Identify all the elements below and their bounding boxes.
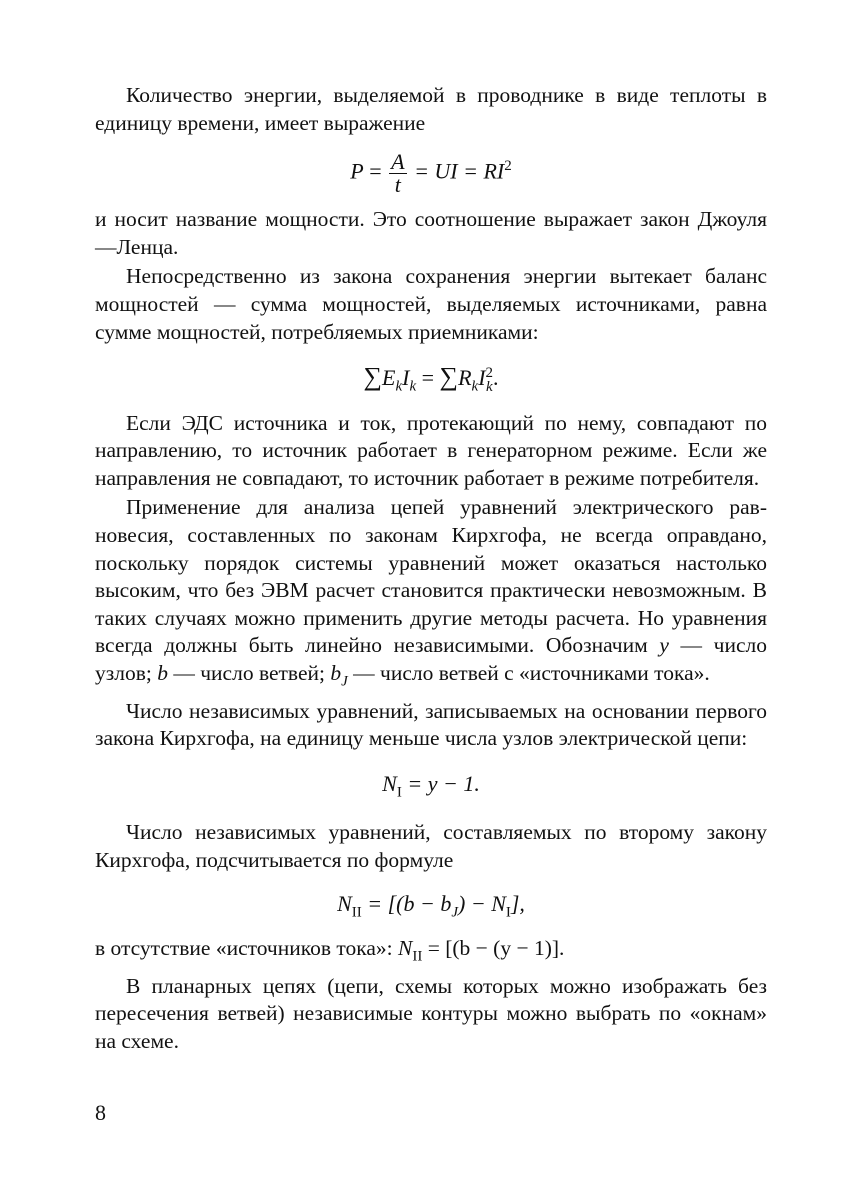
paragraph-heat-energy: Количество энергии, выделяемой в проводнике в виде теплоты в единицу времени, имеет выражение xyxy=(95,83,767,135)
eq-symbol: ], xyxy=(510,890,525,916)
paragraph-no-current-sources xyxy=(95,935,767,971)
eq-superscript: 2 xyxy=(504,158,512,175)
eq-symbol: = [(b − b xyxy=(361,890,452,916)
paragraph-power-balance: Непосредственно из закона сохранения энергии вытекает баланс мощностей — сумма мощностей, выделяемых источниками, равна сумме мощностей, потребляемых приемниками: xyxy=(95,264,767,344)
text-run: = [(b − (y − 1)]. xyxy=(422,935,565,960)
fraction-numerator: A xyxy=(391,149,405,175)
eq-symbol: I xyxy=(402,365,410,391)
eq-symbol: N xyxy=(337,890,352,916)
paragraph-kirchhoff-analysis xyxy=(95,494,767,695)
eq-subscript: k xyxy=(409,378,417,395)
paragraph-joule-lenz: и носит название мощности. Это соотношение выражает закон Джоуля—Ленца. xyxy=(95,207,767,259)
eq-symbol: I xyxy=(478,365,486,391)
equation-power xyxy=(95,151,767,196)
eq-symbol: = xyxy=(363,158,388,184)
text-run: — число ветвей; xyxy=(167,660,331,685)
eq-subscript: J xyxy=(451,903,459,920)
sum-symbol: ∑ xyxy=(363,362,382,392)
equation-n1 xyxy=(95,771,767,801)
paragraph-planar-circuits: В планарных цепях (цепи, схемы которых можно изображать без пересечения ветвей) независимые контуры можно выбрать по «окнам» на схеме. xyxy=(95,973,767,1054)
page-content xyxy=(95,82,767,1056)
math-var: b xyxy=(157,660,168,685)
eq-subscript: I xyxy=(396,784,402,801)
eq-superscript: 2 xyxy=(485,365,494,382)
text-run: Применение для анализа цепей уравнений электрического равновесия, составленных по законам Кирхгофа, не всегда оправдано, поскольку порядок системы уравнений может оказаться настолько высоким, что без ЭВМ расчет становится практически невозможным. В таких случаях можно применить другие методы расчета. Но уравнения всегда должны быть линейно независимыми. Обозначим xyxy=(95,495,767,658)
eq-symbol: R xyxy=(458,365,472,391)
eq-subscript: k xyxy=(471,378,479,395)
eq-symbol: ) − N xyxy=(458,890,506,916)
eq-symbol: N xyxy=(382,770,397,796)
fraction xyxy=(389,151,406,196)
sum-symbol: ∑ xyxy=(439,362,459,392)
paragraph-first-law: Число независимых уравнений, записываемых на основании первого закона Кирхгофа, на единицу меньше числа узлов электрической цепи: xyxy=(95,698,767,751)
math-var: y xyxy=(659,633,669,658)
equation-balance xyxy=(95,362,767,395)
page-number: 8 xyxy=(95,1100,106,1125)
eq-subscript: II xyxy=(351,903,362,920)
eq-symbol: = UI = RI xyxy=(408,158,505,184)
fraction-denominator: t xyxy=(394,172,401,198)
math-subscript: J xyxy=(341,673,348,690)
paragraph-generator-mode: Если ЭДС источника и ток, протекающий по нему, совпадают по направлению, то источник работает в генераторном режиме. Если же направления не совпадают, то источник работает в режиме потребителя. xyxy=(95,410,767,490)
math-subscript: II xyxy=(412,948,423,965)
eq-symbol: E xyxy=(382,365,396,391)
eq-symbol: . xyxy=(493,365,499,391)
paragraph-second-law: Число независимых уравнений, составляемых по второму закону Кирхгофа, подсчитывается по формуле xyxy=(95,820,767,872)
text-run: — число ветвей с «источниками тока». xyxy=(347,660,710,685)
eq-symbol: P xyxy=(350,158,364,184)
text-run: в отсутствие «источников тока»: xyxy=(95,935,399,960)
math-var: b xyxy=(330,660,342,685)
math-var: N xyxy=(398,935,413,960)
eq-subscript: k xyxy=(485,379,493,396)
equation-n2 xyxy=(95,891,767,921)
eq-symbol: = y − 1. xyxy=(401,770,480,796)
eq-symbol: = xyxy=(416,365,440,391)
eq-subscript: I xyxy=(505,903,511,920)
eq-subscript: k xyxy=(395,378,403,395)
text-run: — число узлов; xyxy=(95,633,768,685)
